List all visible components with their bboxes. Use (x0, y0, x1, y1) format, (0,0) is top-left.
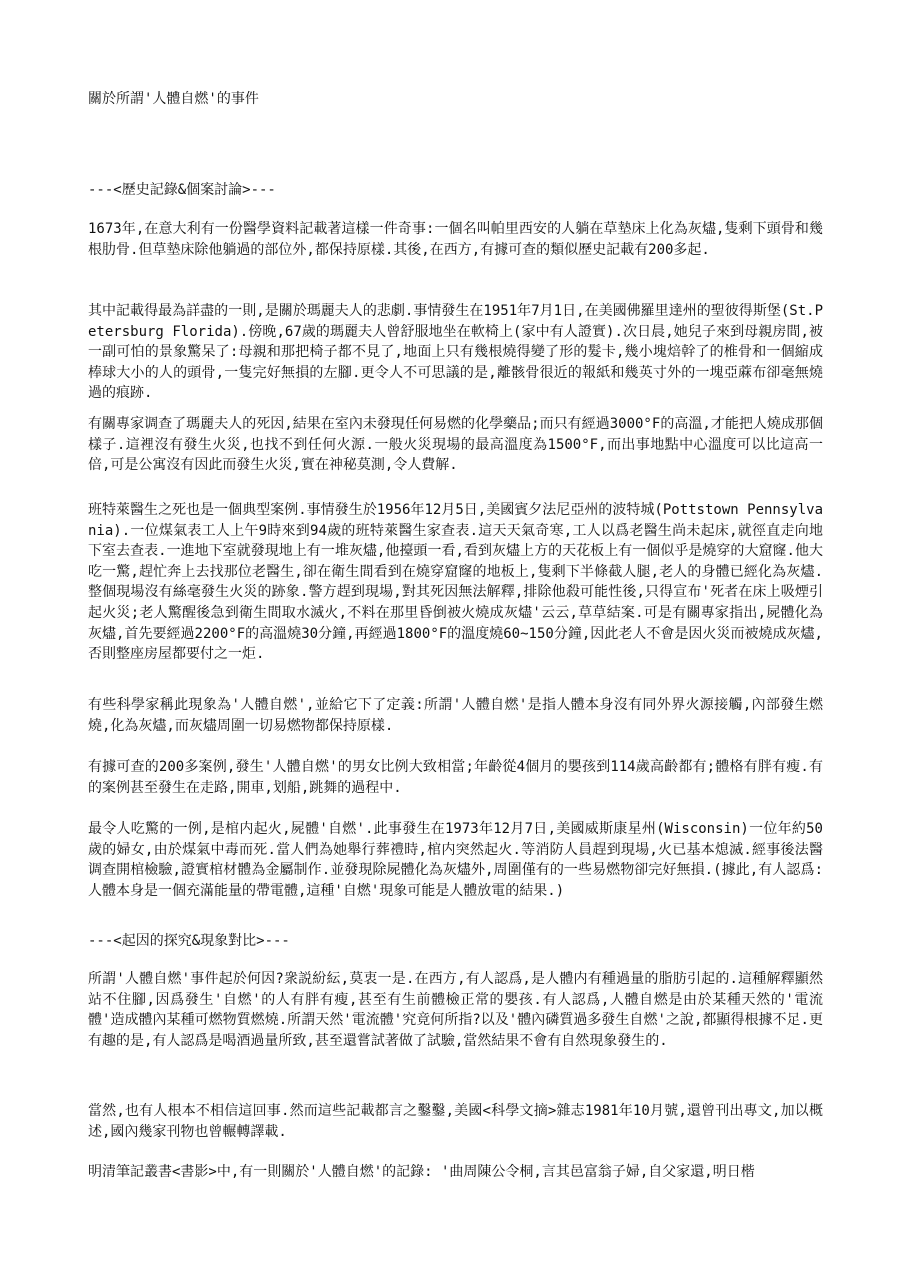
paragraph-1673-case: 1673年,在意大利有一份醫學資料記載著這樣一件奇事:一個名叫帕里西安的人躺在草墊床上化為灰燼,隻剩下頭骨和幾根肋骨.但草墊床除他躺過的部位外,都保持原樣.其後,在西方,有據可查的類似歷史記載有200多起. (88, 221, 823, 258)
paragraph-skeptics: 當然,也有人根本不相信這回事.然而這些記載都言之鑿鑿,美國<科學文摘>雜志1981年10月號,還曾刊出專文,加以概述,國內幾家刊物也曾輾轉譯載. (88, 1103, 823, 1140)
document-title: 關於所謂'人體自燃'的事件 (88, 91, 259, 107)
section-heading-history: ---<歷史記錄&個案討論>--- (88, 182, 276, 198)
paragraph-shuying-record: 明清筆記叢書<書影>中,有一則關於'人體自燃'的記錄: '曲周陳公令桐,言其邑富翁子婦,自父家還,明日楷 (88, 1164, 755, 1180)
paragraph-bentley-case: 班特萊醫生之死也是一個典型案例.事情發生於1956年12月5日,美國賓夕法尼亞州的波特城(Pottstown Pennsylvania).一位煤氣表工人上午9時來到94歲的班特萊醫生家查表.這天天氣奇寒,工人以爲老醫生尚未起床,就徑直走向地下室去查表.一進地下室就發現地上有一堆灰燼,他擡頭一看,看到灰燼上方的天花板上有一個似乎是燒穿的大窟窿.他大吃一驚,趕忙奔上去找那位老醫生,卻在衛生間看到在燒穿窟窿的地板上,隻剩下半條截人腿,老人的身體已經化為灰燼.整個現場沒有絲毫發生火災的跡象.警方趕到現場,對其死因無法解釋,排除他殺可能性後,只得宣布'死者在床上吸煙引起火災;老人驚醒後急到衛生間取水滅火,不料在那里昏倒被火燒成灰燼'云云,草草結案.可是有關專家指出,屍體化為灰燼,首先要經過2200°F的高溫燒30分鐘,再經過1800°F的溫度燒60~150分鐘,因此老人不會是因火災而被燒成灰燼,否則整座房屋都要付之一炬. (88, 502, 823, 663)
paragraph-statistics: 有據可查的200多案例,發生'人體自燃'的男女比例大致相當;年齡從4個月的嬰孩到114歲高齡都有;體格有胖有瘦.有的案例甚至發生在走路,開車,划船,跳舞的過程中. (88, 759, 823, 796)
paragraph-expert-analysis: 有關專家调查了瑪麗夫人的死因,結果在室內未發現任何易燃的化學藥品;而只有經過3000°F的高溫,才能把人燒成那個樣子.這裡沒有發生火災,也找不到任何火源.一般火災現場的最高溫度為1500°F,而出事地點中心溫度可以比這高一倍,可是公寓沒有因此而發生火災,實在神秘莫測,令人費解. (88, 416, 823, 474)
paragraph-causes: 所謂'人體自燃'事件起於何因?衆説紛紜,莫衷一是.在西方,有人認爲,是人體内有種過量的脂肪引起的.這種解釋顯然站不住腳,因爲發生'自燃'的人有胖有瘦,甚至有生前體檢正常的嬰孩.有人認爲,人體自燃是由於某種天然的'電流體'造成體內某種可燃物質燃燒.所謂天然'電流體'究竟何所指?以及'體內磷質過多發生自燃'之說,都顯得根據不足.更有趣的是,有人認爲是喝酒過量所致,甚至還嘗試著做了試驗,當然結果不會有自然現象發生的. (88, 971, 823, 1049)
paragraph-definition: 有些科學家稱此現象為'人體自燃',並給它下了定義:所謂'人體自燃'是指人體本身沒有同外界火源接觸,內部發生燃燒,化為灰燼,而灰燼周圍一切易燃物都保持原樣. (88, 697, 823, 734)
section-heading-causes: ---<起因的探究&現象對比>--- (88, 933, 290, 949)
paragraph-coffin-case: 最令人吃驚的一例,是棺内起火,屍體'自燃'.此事發生在1973年12月7日,美國威斯康星州(Wisconsin)一位年約50歲的婦女,由於煤氣中毒而死.當人們為她舉行葬禮時,棺内突然起火.等消防人員趕到現場,火已基本熄滅.經事後法醫调查開棺檢驗,證實棺材體為金屬制作.並發現除屍體化為灰燼外,周圍僅有的一些易燃物卻完好無損.(據此,有人認爲:人體本身是一個充滿能量的帶電體,這種'自燃'現象可能是人體放電的結果.) (88, 821, 823, 899)
paragraph-reeser-case: 其中記載得最為詳盡的一則,是關於瑪麗夫人的悲劇.事情發生在1951年7月1日,在美國佛羅里達州的聖彼得斯堡(St.Petersburg Florida).傍晚,67歲的瑪麗夫人曾舒服地坐在軟椅上(家中有人證實).次日晨,她兒子來到母親房間,被一副可怕的景象驚呆了:母親和那把椅子都不見了,地面上只有幾根燒得變了形的髮卡,幾小塊焙幹了的椎骨和一個縮成棒球大小的人的頭骨,一隻完好無損的左腳.更令人不可思議的是,離骸骨很近的報紙和幾英寸外的一塊亞蔴布卻毫無燒過的痕跡. (88, 303, 823, 402)
